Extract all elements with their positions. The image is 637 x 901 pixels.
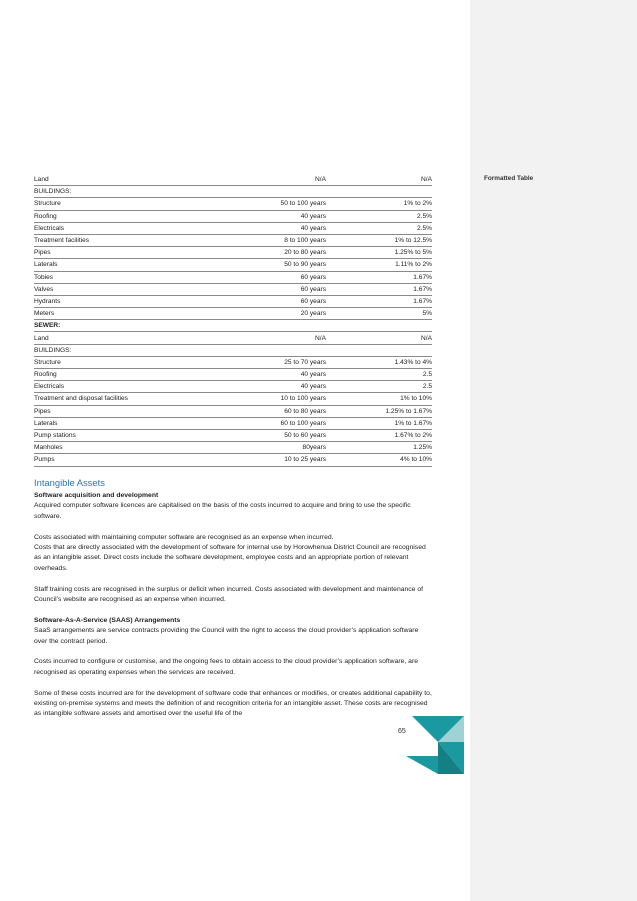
table-row	[34, 198, 432, 210]
table-row	[34, 247, 432, 259]
asset-class-cell: BUILDINGS:	[34, 344, 234, 356]
asset-class-cell: Electricals	[34, 381, 234, 393]
useful-life-cell: 25 to 70 years	[234, 356, 326, 368]
depreciation-rate-cell: 2.5%	[326, 210, 432, 222]
asset-class-cell: Hydrants	[34, 295, 234, 307]
asset-class-cell: Treatment facilities	[34, 234, 234, 246]
table-row	[34, 381, 432, 393]
paragraph-internal-development: Costs that are directly associated with the development of software for internal use by Horowhenua District Council are recognised as an intangible asset. Direct costs include the software development, employee costs and an appropriate portion of relevant overheads.	[34, 544, 426, 572]
asset-class-cell: Tobies	[34, 271, 234, 283]
table-row	[34, 174, 432, 186]
depreciation-rate-cell: 1.67%	[326, 271, 432, 283]
table-row	[34, 210, 432, 222]
depreciation-rate-cell: N/A	[326, 332, 432, 344]
asset-class-cell: Structure	[34, 198, 234, 210]
useful-life-cell: 20 years	[234, 308, 326, 320]
useful-life-cell: 40 years	[234, 210, 326, 222]
depreciation-rate-cell: 1.25% to 1.67%	[326, 405, 432, 417]
saas-heading: Software-As-A-Service (SAAS) Arrangements	[34, 616, 181, 624]
useful-life-cell: 10 to 25 years	[234, 454, 326, 466]
depreciation-rates-table	[34, 174, 432, 467]
asset-class-cell: Electricals	[34, 222, 234, 234]
depreciation-rate-cell: 1% to 2%	[326, 198, 432, 210]
useful-life-cell: 8 to 100 years	[234, 234, 326, 246]
table-row	[34, 186, 432, 198]
depreciation-rate-cell: 1.67%	[326, 295, 432, 307]
intangible-assets-section	[34, 477, 432, 730]
asset-class-cell: SEWER:	[34, 320, 234, 332]
depreciation-rate-cell: 1.43% to 4%	[326, 356, 432, 368]
asset-class-cell: Pumps	[34, 454, 234, 466]
depreciation-rate-cell: 4% to 10%	[326, 454, 432, 466]
depreciation-rate-cell: 1% to 12.5%	[326, 234, 432, 246]
useful-life-cell	[234, 186, 326, 198]
useful-life-cell: 50 to 90 years	[234, 259, 326, 271]
table-row	[34, 454, 432, 466]
useful-life-cell: 60 years	[234, 271, 326, 283]
paragraph-saas-contracts: SaaS arrangements are service contracts providing the Council with the right to access the cloud provider’s application software over the contract period.	[34, 627, 419, 645]
table-row	[34, 308, 432, 320]
table-row	[34, 405, 432, 417]
useful-life-cell: 40 years	[234, 222, 326, 234]
useful-life-cell: 50 to 60 years	[234, 429, 326, 441]
useful-life-cell	[234, 320, 326, 332]
useful-life-cell: 80years	[234, 442, 326, 454]
asset-class-cell: Land	[34, 332, 234, 344]
asset-class-cell: Pump stations	[34, 429, 234, 441]
asset-class-cell: Roofing	[34, 369, 234, 381]
table-row	[34, 417, 432, 429]
asset-class-cell: Structure	[34, 356, 234, 368]
asset-class-cell: Valves	[34, 283, 234, 295]
useful-life-cell: 60 years	[234, 283, 326, 295]
useful-life-cell: 60 to 100 years	[234, 417, 326, 429]
section-heading: Intangible Assets	[34, 477, 105, 488]
table-row	[34, 332, 432, 344]
paragraph-software-code: Some of these costs incurred are for the development of software code that enhances or modifies, or creates additional capability to, existing on-premise systems and meets the definition of and recognition criteria for an intangible asset. These costs are recognised as intangible software assets and amortised over the useful life of the	[34, 689, 432, 718]
table-row	[34, 259, 432, 271]
asset-class-cell: BUILDINGS:	[34, 186, 234, 198]
depreciation-rate-cell: 1.11% to 2%	[326, 259, 432, 271]
asset-class-cell: Manholes	[34, 442, 234, 454]
table-row	[34, 393, 432, 405]
table-row	[34, 222, 432, 234]
asset-class-cell: Treatment and disposal facilities	[34, 393, 234, 405]
asset-class-cell: Land	[34, 174, 234, 186]
table-row	[34, 442, 432, 454]
useful-life-cell: 40 years	[234, 381, 326, 393]
depreciation-rate-cell: 2.5%	[326, 222, 432, 234]
table-row	[34, 429, 432, 441]
comment-sidebar	[470, 0, 637, 901]
table-row	[34, 320, 432, 332]
asset-class-cell: Laterals	[34, 417, 234, 429]
depreciation-rate-cell: 2.5	[326, 369, 432, 381]
useful-life-cell: 60 to 80 years	[234, 405, 326, 417]
depreciation-rate-cell	[326, 320, 432, 332]
table-row	[34, 234, 432, 246]
useful-life-cell: 20 to 80 years	[234, 247, 326, 259]
asset-class-cell: Laterals	[34, 259, 234, 271]
useful-life-cell: 60 years	[234, 295, 326, 307]
table-row	[34, 356, 432, 368]
useful-life-cell: 40 years	[234, 369, 326, 381]
teal-triangles-logo-icon	[406, 716, 464, 774]
depreciation-rate-cell: 1.25%	[326, 442, 432, 454]
software-acquisition-heading: Software acquisition and development	[34, 492, 159, 499]
depreciation-rate-cell: 1.25% to 5%	[326, 247, 432, 259]
depreciation-rate-cell: 1% to 10%	[326, 393, 432, 405]
table-row	[34, 271, 432, 283]
asset-class-cell: Roofing	[34, 210, 234, 222]
page-number: 65	[398, 728, 406, 735]
useful-life-cell: N/A	[234, 174, 326, 186]
paragraph-saas-costs: Costs incurred to configure or customise, and the ongoing fees to obtain access to the cloud provider’s application software, are recognised as operating expenses when the services are received.	[34, 658, 418, 676]
depreciation-rate-cell: N/A	[326, 174, 432, 186]
useful-life-cell: 50 to 100 years	[234, 198, 326, 210]
useful-life-cell: 10 to 100 years	[234, 393, 326, 405]
depreciation-rate-cell: 5%	[326, 308, 432, 320]
table-row	[34, 295, 432, 307]
depreciation-rate-cell: 2.5	[326, 381, 432, 393]
useful-life-cell	[234, 344, 326, 356]
asset-class-cell: Pipes	[34, 405, 234, 417]
depreciation-rate-cell	[326, 344, 432, 356]
depreciation-rate-cell: 1.67% to 2%	[326, 429, 432, 441]
table-row	[34, 283, 432, 295]
formatted-table-comment: Formatted Table	[484, 175, 534, 182]
paragraph-acquired-software: Acquired computer software licences are capitalised on the basis of the costs incurred to acquire and bring to use the specific software.	[34, 502, 411, 520]
depreciation-rate-cell: 1.67%	[326, 283, 432, 295]
useful-life-cell: N/A	[234, 332, 326, 344]
paragraph-maintaining-software: Costs associated with maintaining computer software are recognised as an expense when incurred.	[34, 533, 334, 541]
table-row	[34, 344, 432, 356]
table-row	[34, 369, 432, 381]
asset-class-cell: Meters	[34, 308, 234, 320]
asset-class-cell: Pipes	[34, 247, 234, 259]
depreciation-rate-cell: 1% to 1.67%	[326, 417, 432, 429]
depreciation-rate-cell	[326, 186, 432, 198]
paragraph-staff-training: Staff training costs are recognised in the surplus or deficit when incurred. Costs associated with development and maintenance of Council’s website are recognised as an expense when incurred.	[34, 585, 424, 604]
